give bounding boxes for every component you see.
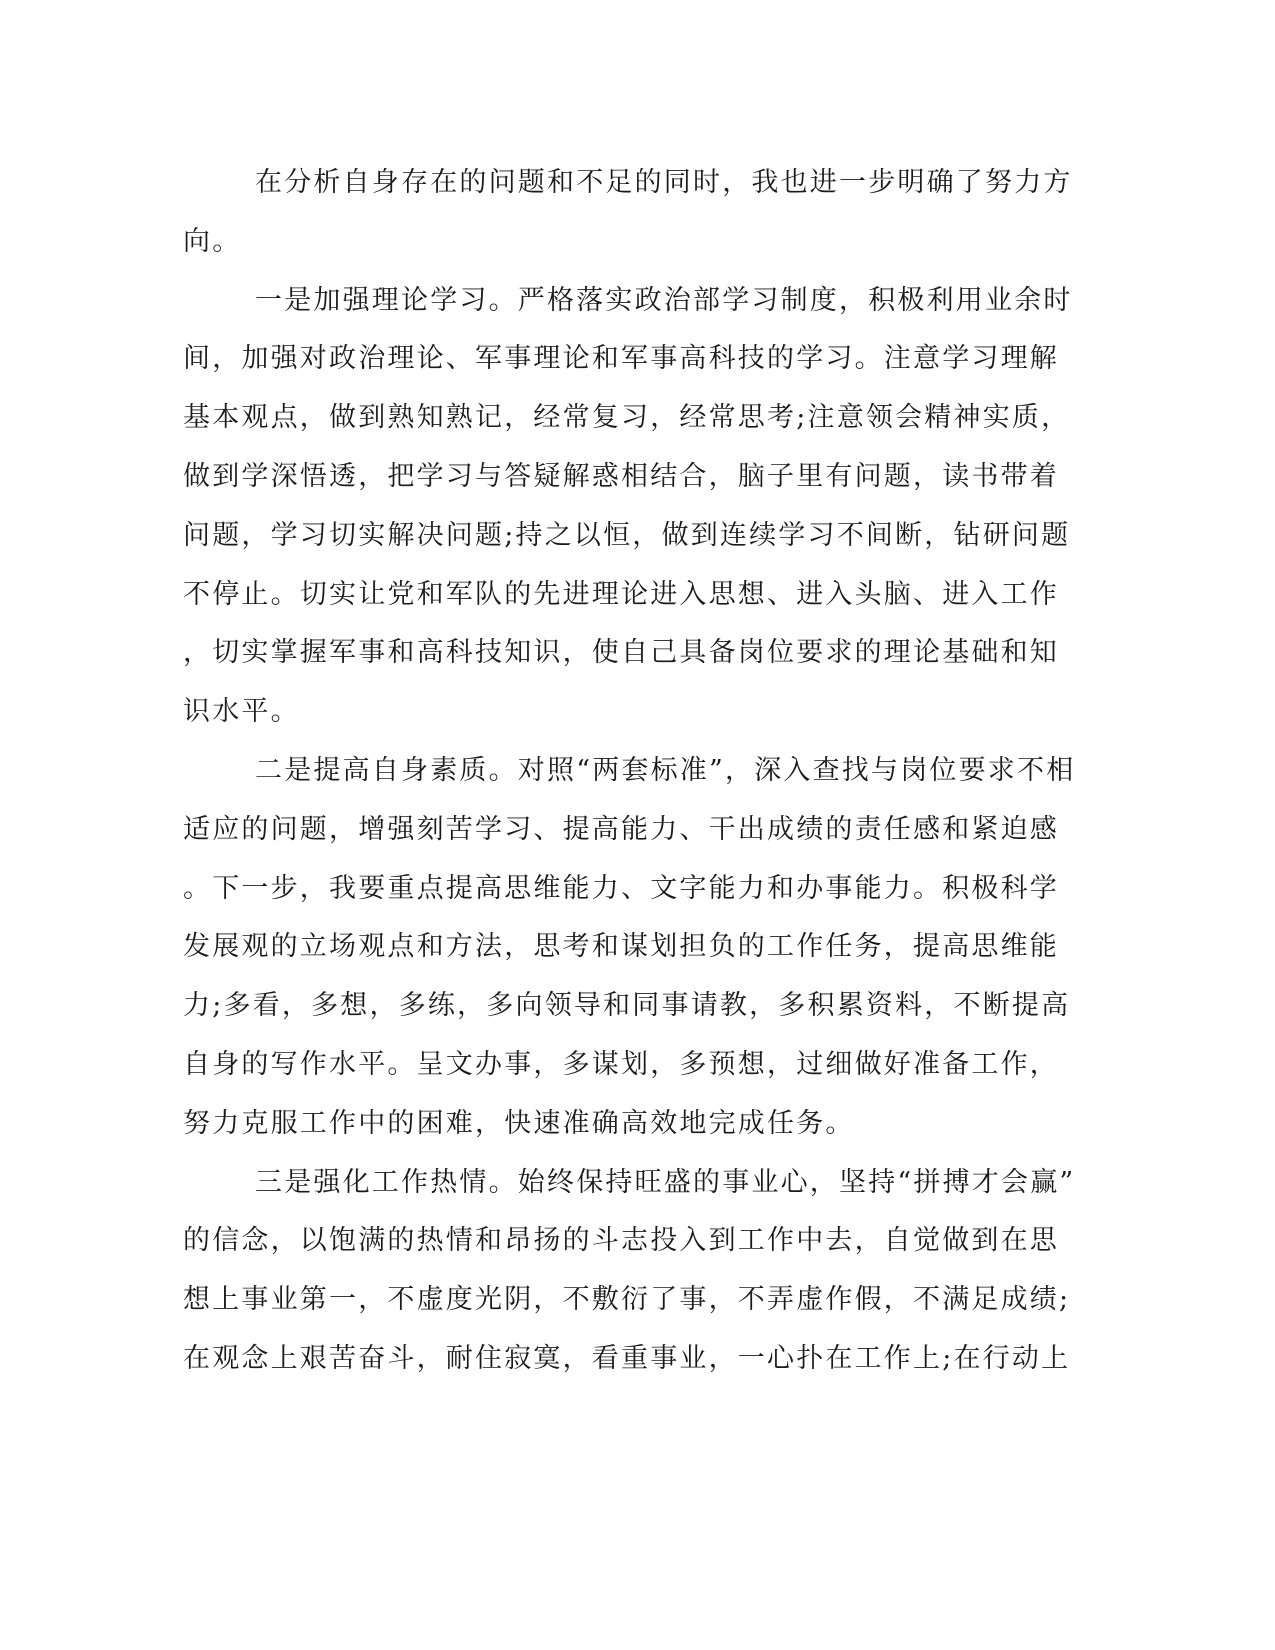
text-line: 做到学深悟透，把学习与答疑解惑相结合，脑子里有问题，读书带着 <box>183 460 1059 492</box>
text-line: 在分析自身存在的问题和不足的同时，我也进一步明确了努力方 <box>255 167 1073 198</box>
text-line: 不停止。切实让党和军队的先进理论进入思想、进入头脑、进入工作 <box>183 578 1059 610</box>
text-line: 间，加强对政治理论、军事理论和军事高科技的学习。注意学习理解 <box>183 343 1059 375</box>
text-line: 问题，学习切实解决问题;持之以恒，做到连续学习不间断，钻研问题 <box>183 519 1071 551</box>
text-line: 力;多看，多想，多练，多向领导和同事请教，多积累资料，不断提高 <box>183 990 1071 1022</box>
text-line: 向。 <box>183 225 242 257</box>
text-line: 三是强化工作热情。始终保持旺盛的事业心，坚持“拼搏才会赢” <box>255 1166 1076 1198</box>
text-line: 发展观的立场观点和方法，思考和谋划担负的工作任务，提高思维能 <box>183 931 1059 963</box>
text-line: 适应的问题，增强刻苦学习、提高能力、干出成绩的责任感和紧迫感 <box>183 813 1059 845</box>
text-line: 二是提高自身素质。对照“两套标准”，深入查找与岗位要求不相 <box>255 754 1076 786</box>
text-line: 的信念，以饱满的热情和昂扬的斗志投入到工作中去，自觉做到在思 <box>183 1225 1059 1257</box>
text-line: 一是加强理论学习。严格落实政治部学习制度，积极利用业余时 <box>255 284 1073 316</box>
text-line: 努力克服工作中的困难，快速准确高效地完成任务。 <box>183 1107 855 1139</box>
text-line: 。下一步，我要重点提高思维能力、文字能力和办事能力。积极科学 <box>183 872 1059 904</box>
document-body <box>183 154 1076 1389</box>
text-line: 在观念上艰苦奋斗，耐住寂寞，看重事业，一心扑在工作上;在行动上 <box>183 1342 1071 1374</box>
text-line: 自身的写作水平。呈文办事，多谋划，多预想，过细做好准备工作， <box>183 1048 1059 1080</box>
text-line: 想上事业第一，不虚度光阴，不敷衍了事，不弄虚作假，不满足成绩; <box>183 1284 1071 1316</box>
text-line: 识水平。 <box>183 696 300 728</box>
text-line: ，切实掌握军事和高科技知识，使自己具备岗位要求的理论基础和知 <box>183 637 1059 669</box>
text-line: 基本观点，做到熟知熟记，经常复习，经常思考;注意领会精神实质， <box>183 402 1071 434</box>
